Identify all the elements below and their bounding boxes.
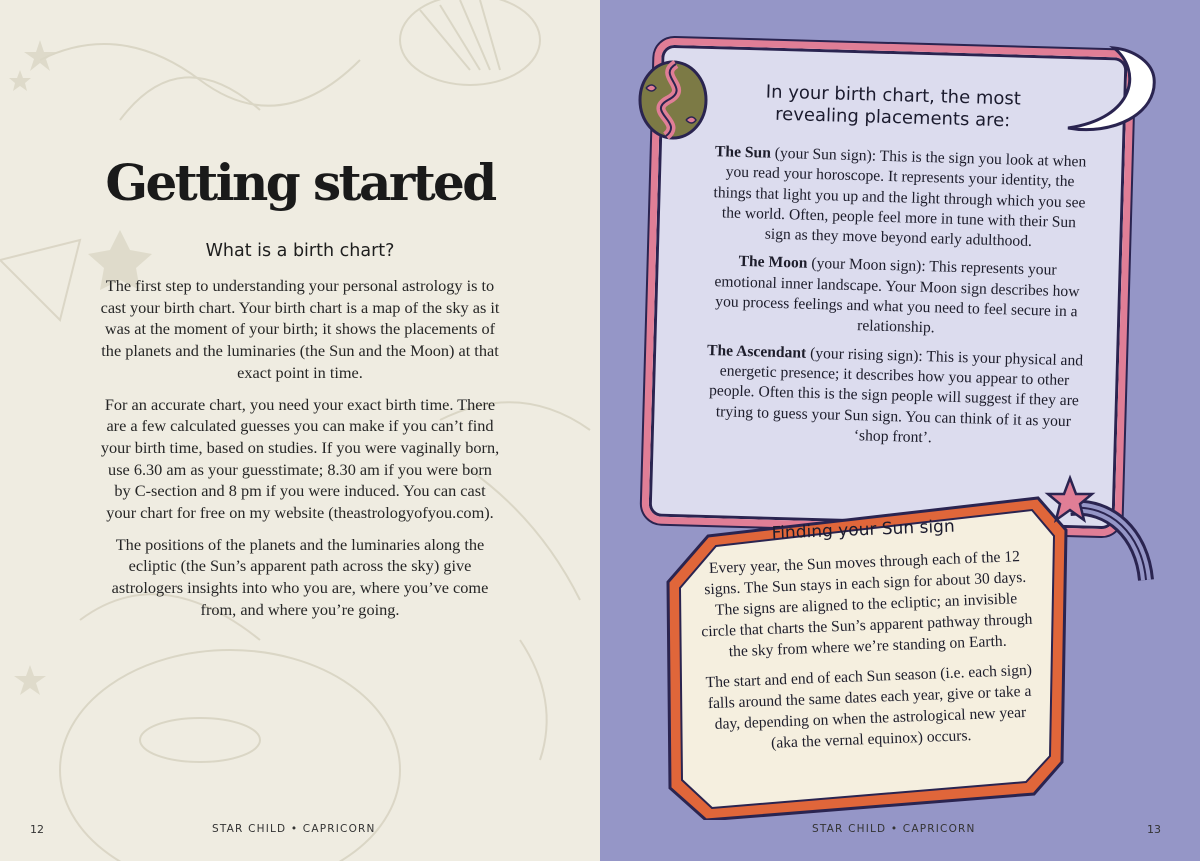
page-title: Getting started [105, 153, 495, 212]
placement-term: The Ascendant [706, 341, 807, 362]
body-text [100, 275, 500, 631]
placement-item [701, 341, 1088, 453]
placements-heading [660, 79, 1127, 136]
paragraph: Every year, the Sun moves through each of the 12 signs. The Sun stays in each sign for about 30 days. The signs are aligned to the ecliptic; an invisible circle that charts the Sun’s apparent pathway through the sky from where we’re standing on Earth. [701, 548, 1033, 661]
placement-item [706, 142, 1093, 254]
heading-line: In your birth chart, the most [765, 81, 1022, 110]
paragraph: The positions of the planets and the luminaries along the ecliptic (the Sun’s apparent path across the sky) give astrologers insights into who you are, where you’ve come from, and where you’re going. [111, 534, 489, 619]
shooting-star-icon [1030, 464, 1158, 588]
placements-card [641, 37, 1134, 536]
page-number: 13 [1147, 823, 1161, 836]
right-page [600, 0, 1200, 861]
planet-icon [636, 58, 710, 142]
paragraph: For an accurate chart, you need your exact birth time. There are a few calculated guesses you can make if you can’t find your birth time, based on studies. If you were vaginally born, use 6.30 am as your guesstimate; 8.30 am if you were born by C-section and 8 pm if you were induced. You can cast your chart for free on my website (theastrologyofyou.com). [100, 394, 500, 523]
placements-list [700, 142, 1092, 461]
running-footer: STAR CHILD • CAPRICORN [812, 823, 976, 835]
section-heading: What is a birth chart? [205, 241, 395, 261]
placement-text: (your rising sign): This is your physical and energetic presence; it describes how you appear to other people. Often this is the sign people will suggest if they are trying to guess your Sun sign. You can think of it as your ‘shop front’. [708, 344, 1084, 447]
sun-sign-text [696, 546, 1039, 757]
paragraph: The start and end of each Sun season (i.e. each sign) falls around the same dates each year, give or take a day, depending on when the astrological new year (aka the vernal equinox) occurs. [705, 661, 1033, 752]
placement-term: The Sun [714, 143, 772, 162]
placement-item [704, 251, 1090, 343]
sun-sign-card [695, 514, 1041, 797]
crescent-moon-icon [1062, 44, 1162, 138]
heading-line: revealing placements are: [774, 103, 1011, 132]
running-footer: STAR CHILD • CAPRICORN [212, 823, 376, 835]
placement-term: The Moon [738, 253, 808, 273]
placement-text: (your Sun sign): This is the sign you look at when you read your horoscope. It represents your identity, the things that light you up and the light through which you see the world. Often, people feel more in tune with their Sun sign as they move beyond early adulthood. [713, 144, 1087, 251]
page-number: 12 [30, 823, 44, 836]
sun-sign-heading: Finding your Sun sign [771, 516, 956, 544]
placement-text: (your Moon sign): This represents your emotional inner landscape. Your Moon sign describes how you process feelings and what you need to feel secure in a relationship. [714, 255, 1080, 337]
paragraph: The first step to understanding your personal astrology is to cast your birth chart. Your birth chart is a map of the sky as it was at the moment of your birth; it shows the placements of the planets and the luminaries (the Sun and the Moon) at that exact point in time. [100, 276, 500, 382]
